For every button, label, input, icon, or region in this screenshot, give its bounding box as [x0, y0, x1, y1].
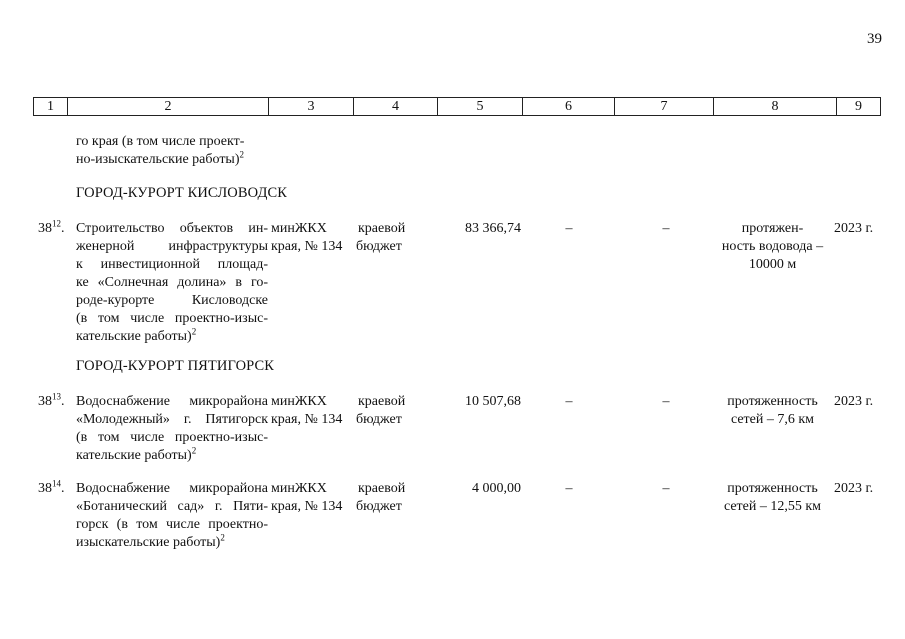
- section-title-pyatigorsk: ГОРОД-КУРОРТ ПЯТИГОРСК: [76, 358, 275, 374]
- row-number-sup: 14: [52, 478, 61, 489]
- row-agency: [271, 393, 342, 429]
- agency-line-2: края, № 134: [271, 412, 343, 427]
- description-line: кательские работы)$^2$: [76, 326, 197, 344]
- row-number: $38^{13}$.: [38, 391, 65, 409]
- row-description: [76, 480, 268, 552]
- footnote-ref: 2: [191, 326, 197, 337]
- agency-line-1: минЖКХ: [271, 221, 327, 236]
- row-result: [711, 393, 834, 429]
- result-line: 10000 м: [748, 257, 797, 272]
- column-number-header: [33, 97, 881, 116]
- row-result: [711, 480, 834, 516]
- description-line: женерной инфраструктуры: [76, 239, 268, 254]
- header-col-4: 4: [354, 98, 438, 116]
- row-year: 2023 г.: [834, 394, 874, 409]
- row-funding-source: [356, 393, 405, 429]
- row-number-sup: 12: [52, 218, 61, 229]
- description-line: ке «Солнечная долина» в го-: [76, 275, 268, 290]
- description-line: «Молодежный» г. Пятигорск: [76, 412, 268, 427]
- row-number: $38^{12}$.: [38, 218, 65, 236]
- row-number: $38^{14}$.: [38, 478, 65, 496]
- source-line-1: краевой: [358, 221, 406, 236]
- footnote-ref: 2: [191, 445, 197, 456]
- row-funding-source: [356, 220, 405, 256]
- description-line: (в том числе проектно-изыс-: [76, 430, 268, 445]
- header-col-2: 2: [68, 98, 269, 116]
- header-col-1: 1: [34, 98, 68, 116]
- header-col-6: 6: [523, 98, 615, 116]
- description-line: Водоснабжение микрорайона: [76, 481, 268, 496]
- source-line-1: краевой: [358, 481, 406, 496]
- row-result: [711, 220, 834, 274]
- header-col-9: 9: [837, 98, 881, 116]
- header-col-5: 5: [438, 98, 523, 116]
- result-line: протяжен-: [741, 221, 804, 236]
- description-line: кательские работы)$^2$: [76, 445, 197, 463]
- description-line: Водоснабжение микрорайона: [76, 394, 268, 409]
- agency-line-1: минЖКХ: [271, 481, 327, 496]
- footnote-ref: 2: [220, 532, 225, 543]
- source-line-2: бюджет: [356, 412, 402, 427]
- footnote-ref: 2: [239, 149, 245, 160]
- header-col-8: 8: [714, 98, 837, 116]
- source-line-1: краевой: [358, 394, 406, 409]
- description-line: горск (в том числе проектно-: [76, 517, 268, 532]
- result-line: ность водовода –: [721, 239, 824, 254]
- row-year: 2023 г.: [834, 221, 874, 236]
- result-line: протяженность: [727, 394, 818, 409]
- source-line-2: бюджет: [356, 499, 402, 514]
- result-line: сетей – 12,55 км: [723, 499, 822, 514]
- row-year: 2023 г.: [834, 481, 874, 496]
- row-col7: –: [662, 394, 670, 409]
- section-title-kislovodsk: ГОРОД-КУРОРТ КИСЛОВОДСК: [76, 185, 287, 201]
- description-line: изыскательские работы)$^2$: [76, 532, 225, 550]
- row-col6: –: [565, 481, 573, 496]
- row-amount: 83 366,74: [465, 221, 521, 236]
- description-line: роде-курорте Кисловодске: [76, 293, 268, 308]
- result-line: сетей – 7,6 км: [730, 412, 815, 427]
- row-number-sup: 13: [52, 391, 61, 402]
- description-line: «Ботанический сад» г. Пяти-: [76, 499, 268, 514]
- agency-line-1: минЖКХ: [271, 394, 327, 409]
- source-line-2: бюджет: [356, 239, 402, 254]
- description-line: Строительство объектов ин-: [76, 221, 268, 236]
- row-col6: –: [565, 394, 573, 409]
- agency-line-2: края, № 134: [271, 239, 343, 254]
- continuation-line-2: но-изыскательские работы)$^2$: [76, 149, 245, 167]
- row-col6: –: [565, 221, 573, 236]
- row-description: [76, 220, 268, 346]
- row-description: [76, 393, 268, 465]
- row-agency: [271, 480, 342, 516]
- page-number: 39: [867, 31, 882, 47]
- header-col-3: 3: [269, 98, 354, 116]
- continuation-line-1: го края (в том числе проект-: [76, 134, 245, 149]
- continuation-text: [76, 133, 268, 169]
- row-col7: –: [662, 481, 670, 496]
- header-col-7: 7: [615, 98, 714, 116]
- description-line: к инвестиционной площад-: [76, 257, 268, 272]
- result-line: протяженность: [727, 481, 818, 496]
- description-line: (в том числе проектно-изыс-: [76, 311, 268, 326]
- row-agency: [271, 220, 342, 256]
- agency-line-2: края, № 134: [271, 499, 343, 514]
- row-amount: 10 507,68: [465, 394, 521, 409]
- row-funding-source: [356, 480, 405, 516]
- row-amount: 4 000,00: [472, 481, 521, 496]
- row-col7: –: [662, 221, 670, 236]
